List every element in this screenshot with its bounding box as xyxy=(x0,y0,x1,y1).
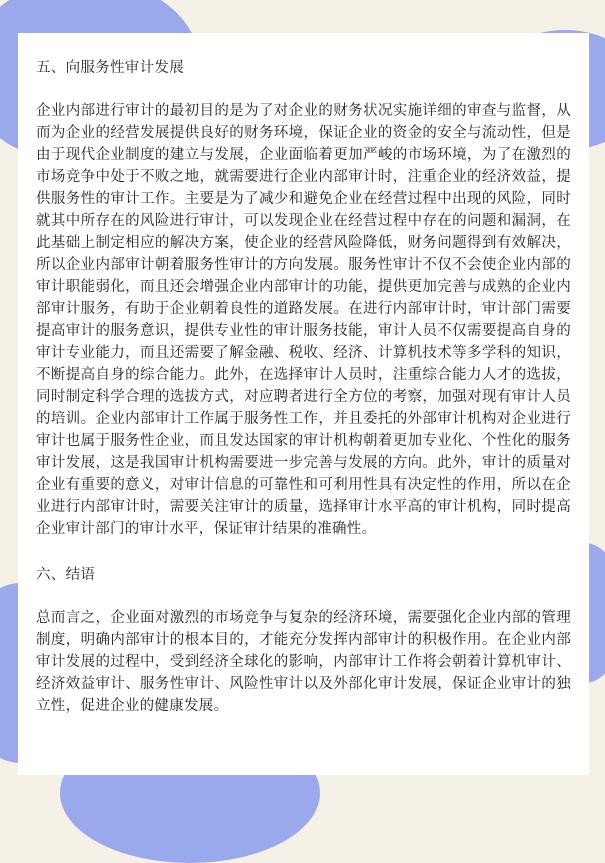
section-heading-service-audit: 五、向服务性审计发展 xyxy=(36,60,184,76)
section-heading-conclusion: 六、结语 xyxy=(36,567,96,583)
section-body-conclusion: 总而言之，企业面对激烈的市场竞争与复杂的经济环境，需要强化企业内部的管理制度，明确内部审计的根本目的，才能充分发挥内部审计的积极作用。在企业内部审计发展的过程中，受到经济全球化的影响，内部审计工作将会朝着计算机审计、经济效益审计、服务性审计、风险性审计以及外部化审计发展，保证企业审计的独立性，促进企业的健康发展。 xyxy=(36,610,571,714)
section-body-service-audit: 企业内部进行审计的最初目的是为了对企业的财务状况实施详细的审查与监督，从而为企业的经营发展提供良好的财务环境，保证企业的资金的安全与流动性，但是由于现代企业制度的建立与发展，企业面临着更加严峻的市场环境，为了在激烈的市场竞争中处于不败之地，就需要进行企业内部审计时，注重企业的经济效益，提供服务性的审计工作。主要是为了减少和避免企业在经营过程中出现的风险，同时就其中所存在的风险进行审计，可以发现企业在经营过程中存在的问题和漏洞，在此基础上制定相应的解决方案，使企业的经营风险降低，财务问题得到有效解决，所以企业内部审计朝着服务性审计的方向发展。服务性审计不仅不会使企业内部的审计职能弱化，而且还会增强企业内部审计的功能，提供更加完善与成熟的企业内部审计服务，有助于企业朝着良性的道路发展。在进行内部审计时，审计部门需要提高审计的服务意识，提供专业性的审计服务技能，审计人员不仅需要提高自身的审计专业能力，而且还需要了解金融、税收、经济、计算机技术等多学科的知识，不断提高自身的综合能力。此外，在选择审计人员时，注重综合能力人才的选拔，同时制定科学合理的选拔方式，对应聘者进行全方位的考察，加强对现有审计人员的培训。企业内部审计工作属于服务性工作，并且委托的外部审计机构对企业进行审计也属于服务性企业，而且发达国家的审计机构朝着更加专业化、个性化的服务审计发展，这是我国审计机构需要进一步完善与发展的方向。此外，审计的质量对企业有重要的意义，对审计信息的可靠性和可利用性具有决定性的作用，所以在企业进行内部审计时，需要关注审计的质量，选择审计水平高的审计机构，同时提高企业审计部门的审计水平，保证审计结果的准确性。 xyxy=(36,103,571,537)
document-page xyxy=(18,33,589,775)
